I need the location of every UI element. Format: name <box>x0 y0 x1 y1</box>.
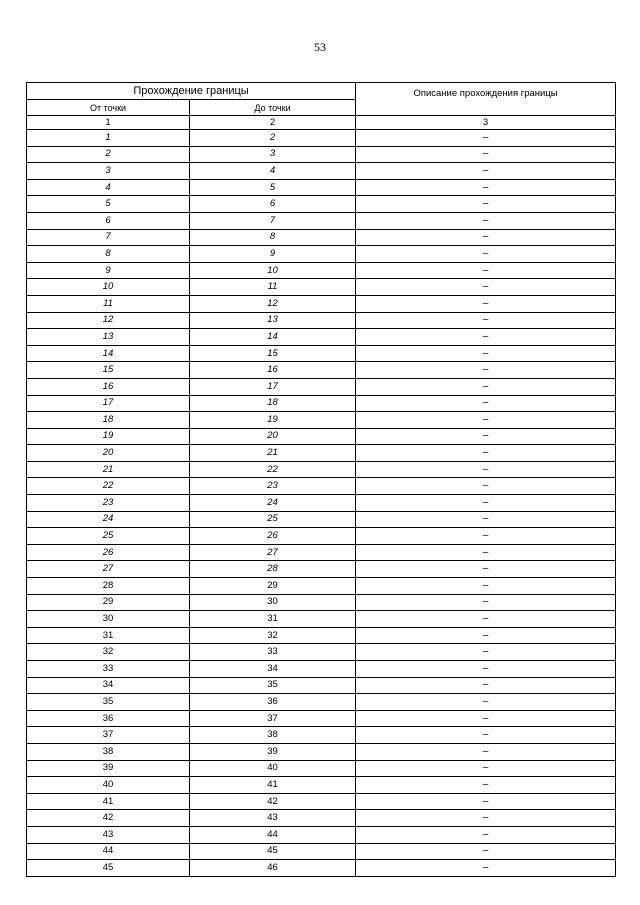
description-cell: – <box>356 677 616 694</box>
description-cell: – <box>356 229 616 246</box>
table-row <box>27 760 616 777</box>
to-point-cell: 16 <box>190 362 356 379</box>
from-point-cell: 2 <box>27 146 190 163</box>
description-cell: – <box>356 810 616 827</box>
description-cell: – <box>356 826 616 843</box>
table-row <box>27 362 616 379</box>
from-point-cell: 45 <box>27 860 190 877</box>
table-row <box>27 495 616 512</box>
table-row <box>27 826 616 843</box>
description-cell: – <box>356 528 616 545</box>
from-point-cell: 34 <box>27 677 190 694</box>
column-number: 3 <box>356 116 616 130</box>
from-point-cell: 25 <box>27 528 190 545</box>
table-row <box>27 860 616 877</box>
from-point-cell: 21 <box>27 461 190 478</box>
to-point-cell: 44 <box>190 826 356 843</box>
to-point-cell: 45 <box>190 843 356 860</box>
description-cell: – <box>356 760 616 777</box>
to-point-cell: 8 <box>190 229 356 246</box>
table-row <box>27 544 616 561</box>
table-row <box>27 395 616 412</box>
from-point-cell: 3 <box>27 163 190 180</box>
to-point-cell: 23 <box>190 478 356 495</box>
table-header <box>27 83 616 130</box>
table-row <box>27 461 616 478</box>
table-row <box>27 511 616 528</box>
table-row <box>27 611 616 628</box>
to-point-cell: 39 <box>190 743 356 760</box>
description-cell: – <box>356 793 616 810</box>
to-point-cell: 2 <box>190 130 356 147</box>
description-cell: – <box>356 445 616 462</box>
table-row <box>27 345 616 362</box>
description-cell: – <box>356 428 616 445</box>
table-row <box>27 163 616 180</box>
to-point-cell: 18 <box>190 395 356 412</box>
from-point-cell: 37 <box>27 727 190 744</box>
description-cell: – <box>356 295 616 312</box>
from-point-cell: 1 <box>27 130 190 147</box>
from-point-cell: 38 <box>27 743 190 760</box>
description-cell: – <box>356 727 616 744</box>
to-point-cell: 40 <box>190 760 356 777</box>
description-cell: – <box>356 130 616 147</box>
description-cell: – <box>356 395 616 412</box>
to-point-cell: 5 <box>190 179 356 196</box>
table-row <box>27 445 616 462</box>
group-header: Прохождение границы <box>27 83 356 100</box>
from-point-cell: 32 <box>27 644 190 661</box>
table-row <box>27 627 616 644</box>
description-cell: – <box>356 279 616 296</box>
to-point-cell: 24 <box>190 495 356 512</box>
description-cell: – <box>356 544 616 561</box>
from-point-cell: 18 <box>27 412 190 429</box>
table-row <box>27 329 616 346</box>
to-point-cell: 41 <box>190 777 356 794</box>
table-row <box>27 130 616 147</box>
to-point-cell: 30 <box>190 594 356 611</box>
column-number: 2 <box>190 116 356 130</box>
table-row <box>27 793 616 810</box>
from-point-cell: 29 <box>27 594 190 611</box>
from-point-cell: 35 <box>27 694 190 711</box>
from-point-cell: 30 <box>27 611 190 628</box>
page-number: 53 <box>314 40 326 54</box>
to-point-cell: 46 <box>190 860 356 877</box>
to-point-cell: 7 <box>190 212 356 229</box>
table-row <box>27 710 616 727</box>
to-point-cell: 25 <box>190 511 356 528</box>
from-point-cell: 16 <box>27 378 190 395</box>
table-row <box>27 528 616 545</box>
description-cell: – <box>356 212 616 229</box>
from-point-cell: 31 <box>27 627 190 644</box>
to-point-cell: 6 <box>190 196 356 213</box>
table-row <box>27 312 616 329</box>
table-row <box>27 246 616 263</box>
description-cell: – <box>356 312 616 329</box>
table-row <box>27 279 616 296</box>
description-cell: – <box>356 611 616 628</box>
table-row <box>27 212 616 229</box>
to-point-cell: 21 <box>190 445 356 462</box>
table-row <box>27 378 616 395</box>
boundary-table <box>26 82 616 877</box>
from-point-cell: 22 <box>27 478 190 495</box>
description-cell: – <box>356 644 616 661</box>
to-point-cell: 42 <box>190 793 356 810</box>
to-point-cell: 43 <box>190 810 356 827</box>
to-point-cell: 34 <box>190 661 356 678</box>
description-cell: – <box>356 262 616 279</box>
description-cell: – <box>356 578 616 595</box>
from-point-cell: 7 <box>27 229 190 246</box>
to-point-cell: 26 <box>190 528 356 545</box>
description-cell: – <box>356 378 616 395</box>
from-point-cell: 19 <box>27 428 190 445</box>
table-row <box>27 594 616 611</box>
description-cell: – <box>356 329 616 346</box>
description-cell: – <box>356 412 616 429</box>
description-cell: – <box>356 246 616 263</box>
to-point-cell: 11 <box>190 279 356 296</box>
table-row <box>27 644 616 661</box>
description-cell: – <box>356 777 616 794</box>
description-cell: – <box>356 694 616 711</box>
table-row <box>27 412 616 429</box>
table-row <box>27 146 616 163</box>
column-number: 1 <box>27 116 190 130</box>
table-row <box>27 843 616 860</box>
to-point-cell: 35 <box>190 677 356 694</box>
table-row <box>27 295 616 312</box>
description-cell: – <box>356 843 616 860</box>
table-row <box>27 262 616 279</box>
description-cell: – <box>356 345 616 362</box>
from-point-cell: 13 <box>27 329 190 346</box>
table-row <box>27 428 616 445</box>
table-row <box>27 578 616 595</box>
to-point-cell: 3 <box>190 146 356 163</box>
to-point-cell: 15 <box>190 345 356 362</box>
from-point-cell: 41 <box>27 793 190 810</box>
from-point-cell: 10 <box>27 279 190 296</box>
to-point-cell: 17 <box>190 378 356 395</box>
description-cell: – <box>356 461 616 478</box>
to-point-cell: 10 <box>190 262 356 279</box>
table-row <box>27 694 616 711</box>
description-cell: – <box>356 860 616 877</box>
from-point-cell: 17 <box>27 395 190 412</box>
from-point-cell: 6 <box>27 212 190 229</box>
from-point-cell: 5 <box>27 196 190 213</box>
from-point-cell: 15 <box>27 362 190 379</box>
from-point-cell: 20 <box>27 445 190 462</box>
description-cell: – <box>356 146 616 163</box>
from-point-cell: 26 <box>27 544 190 561</box>
table-row <box>27 196 616 213</box>
table-row <box>27 810 616 827</box>
description-cell: – <box>356 743 616 760</box>
to-point-cell: 19 <box>190 412 356 429</box>
from-point-cell: 39 <box>27 760 190 777</box>
description-cell: – <box>356 478 616 495</box>
to-point-cell: 28 <box>190 561 356 578</box>
to-point-cell: 32 <box>190 627 356 644</box>
to-point-cell: 4 <box>190 163 356 180</box>
from-point-cell: 42 <box>27 810 190 827</box>
description-cell: – <box>356 362 616 379</box>
table-row <box>27 777 616 794</box>
from-point-cell: 36 <box>27 710 190 727</box>
table-body <box>27 130 616 877</box>
to-point-cell: 29 <box>190 578 356 595</box>
to-point-cell: 9 <box>190 246 356 263</box>
col-from-header: От точки <box>27 100 190 116</box>
table-row <box>27 478 616 495</box>
from-point-cell: 43 <box>27 826 190 843</box>
table-row <box>27 229 616 246</box>
to-point-cell: 38 <box>190 727 356 744</box>
from-point-cell: 11 <box>27 295 190 312</box>
from-point-cell: 14 <box>27 345 190 362</box>
table-row <box>27 743 616 760</box>
description-cell: – <box>356 196 616 213</box>
from-point-cell: 44 <box>27 843 190 860</box>
column-number-row <box>27 116 616 130</box>
to-point-cell: 33 <box>190 644 356 661</box>
table-row <box>27 677 616 694</box>
desc-header: Описание прохождения границы <box>356 83 616 116</box>
from-point-cell: 12 <box>27 312 190 329</box>
description-cell: – <box>356 710 616 727</box>
to-point-cell: 12 <box>190 295 356 312</box>
to-point-cell: 27 <box>190 544 356 561</box>
description-cell: – <box>356 495 616 512</box>
from-point-cell: 23 <box>27 495 190 512</box>
to-point-cell: 22 <box>190 461 356 478</box>
to-point-cell: 13 <box>190 312 356 329</box>
from-point-cell: 33 <box>27 661 190 678</box>
description-cell: – <box>356 594 616 611</box>
description-cell: – <box>356 661 616 678</box>
description-cell: – <box>356 561 616 578</box>
description-cell: – <box>356 179 616 196</box>
from-point-cell: 24 <box>27 511 190 528</box>
to-point-cell: 14 <box>190 329 356 346</box>
table-row <box>27 179 616 196</box>
from-point-cell: 27 <box>27 561 190 578</box>
from-point-cell: 9 <box>27 262 190 279</box>
to-point-cell: 36 <box>190 694 356 711</box>
to-point-cell: 37 <box>190 710 356 727</box>
table-row <box>27 661 616 678</box>
description-cell: – <box>356 627 616 644</box>
from-point-cell: 8 <box>27 246 190 263</box>
from-point-cell: 28 <box>27 578 190 595</box>
col-to-header: До точки <box>190 100 356 116</box>
description-cell: – <box>356 511 616 528</box>
from-point-cell: 4 <box>27 179 190 196</box>
from-point-cell: 40 <box>27 777 190 794</box>
to-point-cell: 20 <box>190 428 356 445</box>
description-cell: – <box>356 163 616 180</box>
table-row <box>27 561 616 578</box>
table-row <box>27 727 616 744</box>
to-point-cell: 31 <box>190 611 356 628</box>
